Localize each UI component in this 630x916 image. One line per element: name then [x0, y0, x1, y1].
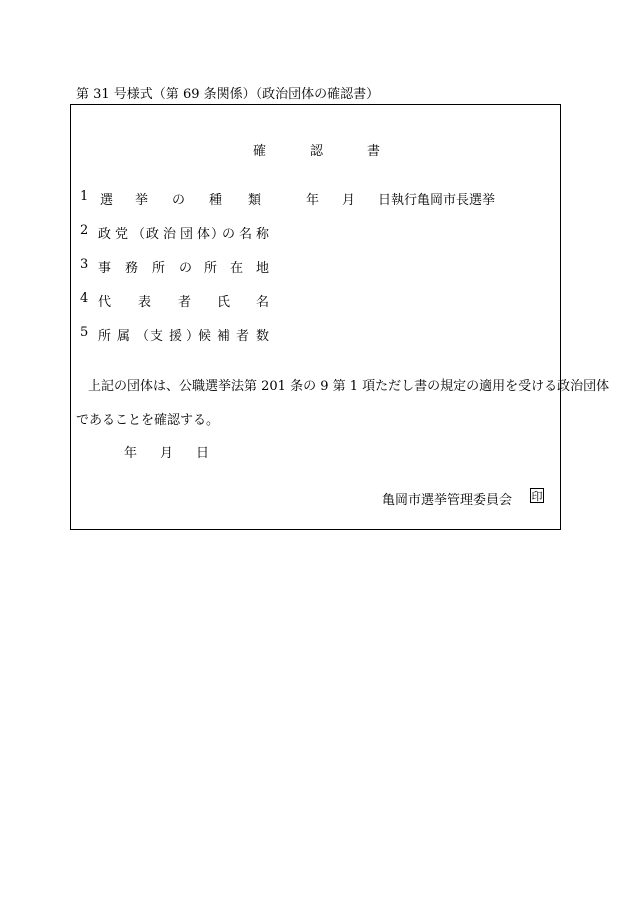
row-label-char: 代 — [98, 295, 112, 310]
row-label-char: （ — [136, 329, 150, 344]
row-label-char: 支 — [150, 329, 164, 344]
statement-line-1: 上記の団体は、公職選挙法第 201 条の 9 第 1 項ただし書の規定の適用を受ける政治団体 — [88, 379, 610, 394]
row-label-char: 在 — [230, 261, 244, 276]
date-month: 月 — [160, 446, 174, 461]
row-label-char: 所 — [152, 261, 166, 276]
row-label-char: 務 — [125, 261, 139, 276]
row-label-char: 体 — [197, 227, 211, 242]
title-char: 書 — [367, 144, 381, 159]
row-label-char: 所 — [204, 261, 218, 276]
row-label-char: 者 — [178, 295, 192, 310]
row-label-char: 党 — [115, 227, 129, 242]
election-year: 年 — [306, 193, 320, 208]
row-number: 3 — [80, 257, 89, 272]
row-label-char: の — [222, 227, 236, 242]
row-label-char: 援 — [169, 329, 183, 344]
row-label-char: 地 — [256, 261, 270, 276]
election-month: 月 — [342, 193, 356, 208]
row-label-char: 称 — [256, 227, 270, 242]
row-number: 2 — [80, 223, 89, 238]
confirmation-date — [124, 442, 224, 460]
row-number: 5 — [80, 325, 89, 340]
row-label-char: 数 — [256, 329, 270, 344]
seal-mark: 印 — [531, 490, 543, 503]
row-label-char: 事 — [98, 261, 112, 276]
row-label-char: 表 — [138, 295, 152, 310]
row-label-char: 団 — [180, 227, 194, 242]
form-box — [70, 104, 561, 530]
row-label-char: 候 — [198, 329, 212, 344]
row-label-char: ） — [211, 227, 225, 242]
committee-name: 亀岡市選挙管理委員会 — [382, 493, 513, 508]
row-label-char: 選 — [100, 193, 114, 208]
row-label-char: の — [179, 261, 193, 276]
row-label-char: 挙 — [135, 193, 149, 208]
row-label-char: 補 — [217, 329, 231, 344]
row-label-char: 氏 — [217, 295, 231, 310]
row-number: 1 — [80, 189, 89, 204]
date-year: 年 — [124, 446, 138, 461]
election-name: 日執行亀岡市長選挙 — [378, 193, 496, 208]
row-label-char: 種 — [209, 193, 223, 208]
row-label-char: 政 — [146, 227, 160, 242]
row-label-char: 名 — [256, 295, 270, 310]
row-label-char: 者 — [236, 329, 250, 344]
date-day: 日 — [196, 446, 210, 461]
form-header: 第 31 号様式（第 69 条関係）（政治団体の確認書） — [76, 87, 380, 102]
row-label-char: 属 — [117, 329, 131, 344]
row-label-char: ） — [186, 329, 200, 344]
row-label-char: 名 — [239, 227, 253, 242]
statement-line-2: であることを確認する。 — [76, 413, 220, 428]
row-label-char: 政 — [98, 227, 112, 242]
row-label-char: 類 — [248, 193, 262, 208]
title-char: 認 — [310, 144, 324, 159]
row-label-char: の — [172, 193, 186, 208]
row-label-char: （ — [132, 227, 146, 242]
row-label-char: 治 — [163, 227, 177, 242]
row-label-char: 所 — [98, 329, 112, 344]
row-number: 4 — [80, 291, 89, 306]
title-char: 確 — [253, 144, 267, 159]
document-title — [70, 140, 561, 158]
election-date — [306, 189, 506, 207]
